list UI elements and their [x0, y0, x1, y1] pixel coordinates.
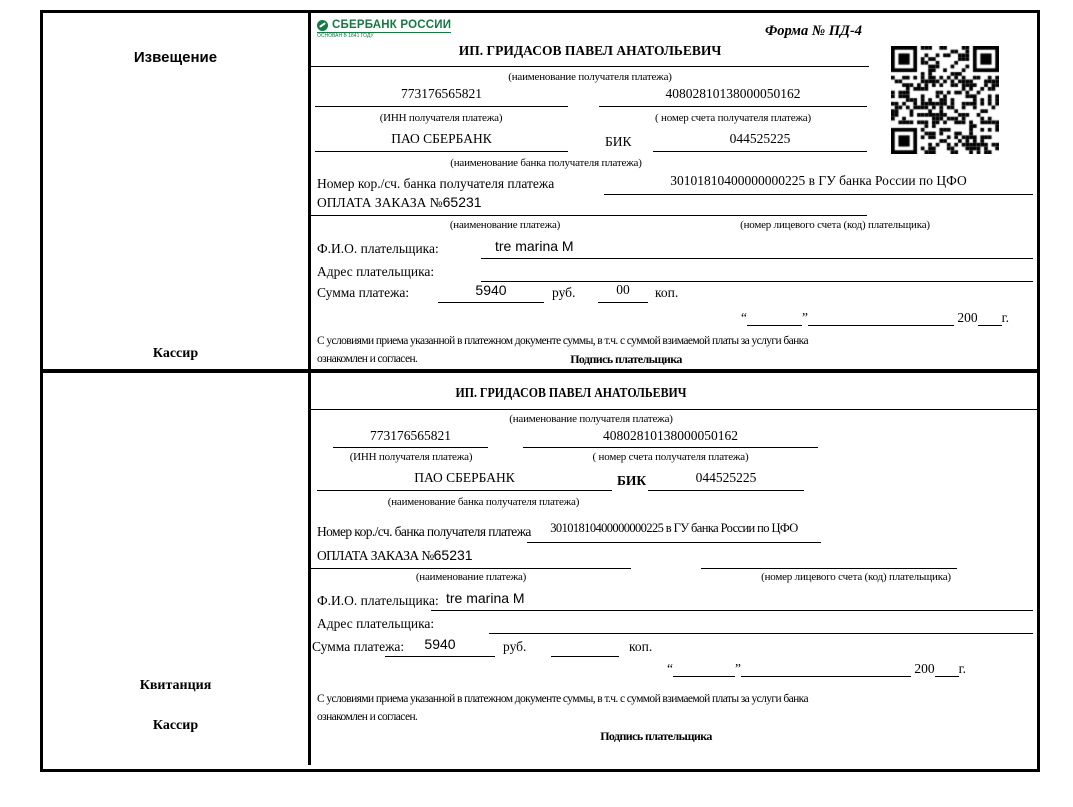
close-quote: ” — [735, 661, 741, 676]
purpose-value — [311, 194, 699, 216]
purpose-hint: (наименование платежа) — [449, 219, 561, 231]
open-quote: “ — [741, 310, 747, 325]
sberbank-logo-text: СБЕРБАНК РОССИИ — [332, 19, 452, 31]
date-century: 200 — [914, 661, 935, 676]
recipient-name: ИП. ГРИДАСОВ ПАВЕЛ АНАТОЛЬЕВИЧ — [455, 385, 687, 400]
payer-address-value — [489, 613, 1033, 634]
inn-value: 773176565821 — [315, 86, 568, 107]
rub-label: руб. — [503, 639, 527, 654]
date-month-line — [741, 663, 911, 677]
date-century: 200 — [957, 310, 978, 325]
form-number-label: Форма № ПД-4 — [764, 23, 863, 39]
date-year-suffix: г. — [1001, 310, 1010, 325]
account-hint: ( номер счета получателя платежа) — [592, 451, 749, 463]
account-hint: ( номер счета получателя платежа) — [655, 112, 811, 124]
qr-code — [891, 46, 999, 154]
date-year-suffix: г. — [958, 661, 967, 676]
personal-account-line — [701, 547, 957, 569]
personal-account-line — [677, 194, 867, 216]
payer-name-label: Ф.И.О. плательщика: — [317, 241, 439, 256]
amount-label: Сумма платежа: — [312, 639, 405, 654]
date-month-line — [808, 312, 954, 326]
amount-rub-value: 5940 — [438, 282, 544, 303]
payer-address-label: Адрес плательщика: — [317, 616, 435, 631]
notice-label: Извещение — [133, 49, 218, 66]
cashier-label: Кассир — [152, 346, 199, 361]
bik-label: БИК — [617, 473, 647, 488]
date-day-line — [747, 312, 802, 326]
agreement-line1: С условиями приема указанной в платежном документе суммы, в т.ч. с суммой взимаемой платы за услуги банка — [317, 693, 808, 705]
recipient-line — [311, 409, 1037, 410]
receipt-label: Квитанция — [139, 678, 212, 693]
account-value: 40802810138000050162 — [599, 86, 867, 107]
bik-label: БИК — [605, 134, 632, 149]
amount-kop-value: 00 — [598, 282, 648, 303]
purpose-hint: (наименование платежа) — [415, 571, 527, 583]
purpose-prefix: ОПЛАТА ЗАКАЗА № — [317, 195, 443, 210]
kop-label: коп. — [629, 639, 653, 654]
order-number: 65231 — [442, 194, 482, 210]
open-quote: “ — [667, 661, 673, 676]
agreement-line1: С условиями приема указанной в платежном документе суммы, в т.ч. с суммой взимаемой платы за услуги банка — [317, 335, 808, 347]
close-quote: ” — [802, 310, 808, 325]
receipt-content — [311, 373, 1037, 765]
agreement-line2: ознакомлен и согласен. — [317, 711, 418, 723]
bik-value: 044525225 — [653, 131, 867, 152]
recipient-hint: (наименование получателя платежа) — [508, 71, 672, 83]
corr-account-label: Номер кор./сч. банка получателя платежа — [317, 176, 555, 191]
sberbank-logo — [317, 19, 451, 39]
signature-label: Подпись плательщика — [570, 352, 682, 366]
date-day-line — [673, 663, 735, 677]
signature-label: Подпись плательщика — [600, 729, 712, 743]
rub-label: руб. — [552, 285, 576, 300]
bank-hint: (наименование банка получателя платежа) — [450, 157, 642, 169]
payer-address-label: Адрес плательщика: — [317, 264, 435, 279]
bik-value: 044525225 — [648, 470, 804, 491]
corr-account-value: 30101810400000000225 в ГУ банка России по ЦФО — [527, 521, 821, 543]
inn-value: 773176565821 — [333, 428, 488, 448]
bank-name-value: ПАО СБЕРБАНК — [315, 131, 568, 152]
cashier-label: Кассир — [152, 718, 199, 733]
account-value: 40802810138000050162 — [523, 428, 818, 448]
receipt-stub — [43, 373, 311, 765]
personal-account-hint: (номер лицевого счета (код) плательщика) — [740, 219, 930, 231]
amount-kop-value — [551, 636, 619, 657]
payer-name-value: tre marina M — [431, 590, 1033, 611]
sberbank-logo-tagline: ОСНОВАН В 1841 ГОДУ — [317, 33, 374, 39]
purpose-prefix: ОПЛАТА ЗАКАЗА № — [317, 548, 434, 563]
date-line — [667, 661, 966, 677]
agreement-line2: ознакомлен и согласен. — [317, 353, 418, 365]
notice-content — [311, 13, 1037, 369]
inn-hint: (ИНН получателя платежа) — [379, 112, 503, 124]
notice-section — [43, 13, 1037, 373]
kop-label: коп. — [655, 285, 679, 300]
personal-account-hint: (номер лицевого счета (код) плательщика) — [761, 571, 951, 583]
amount-rub-value: 5940 — [385, 636, 495, 657]
recipient-hint: (наименование получателя платежа) — [509, 413, 673, 425]
amount-label: Сумма платежа: — [317, 285, 410, 300]
corr-account-label: Номер кор./сч. банка получателя платежа — [317, 524, 531, 539]
recipient-line — [311, 66, 869, 67]
payer-name-value: tre marina M — [481, 238, 1033, 259]
form-table — [40, 10, 1040, 772]
order-number: 65231 — [433, 547, 473, 563]
purpose-value — [311, 547, 631, 569]
inn-hint: (ИНН получателя платежа) — [349, 451, 473, 463]
payer-address-value — [481, 261, 1033, 282]
payer-name-label: Ф.И.О. плательщика: — [317, 593, 439, 608]
sberbank-icon — [317, 20, 328, 31]
date-year-line — [978, 312, 1002, 326]
bank-name-value: ПАО СБЕРБАНК — [317, 470, 612, 491]
notice-stub — [43, 13, 311, 369]
corr-account-value: 30101810400000000225 в ГУ банка России по ЦФО — [604, 173, 1033, 195]
date-year-line — [935, 663, 959, 677]
receipt-section — [43, 373, 1037, 765]
date-line — [741, 310, 1009, 326]
recipient-name: ИП. ГРИДАСОВ ПАВЕЛ АНАТОЛЬЕВИЧ — [458, 43, 722, 58]
bank-hint: (наименование банка получателя платежа) — [387, 496, 580, 508]
